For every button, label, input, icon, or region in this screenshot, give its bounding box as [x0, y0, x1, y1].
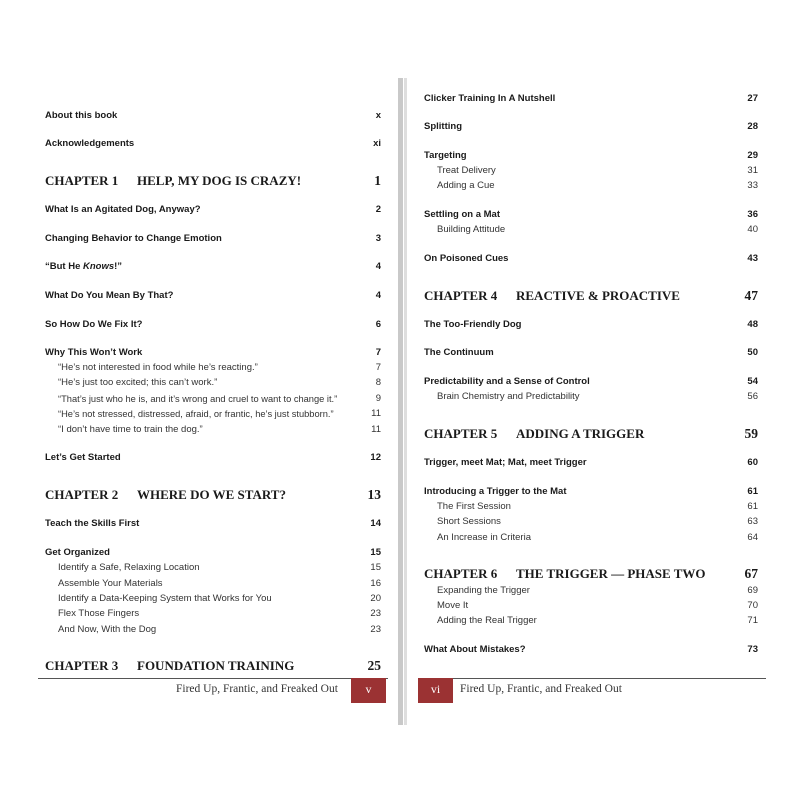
toc-entry-page: 7: [375, 347, 381, 358]
toc-subentry-page: 8: [375, 377, 381, 388]
chapter-title: ADDING A TRIGGER: [516, 426, 645, 441]
footer-book-title: Fired Up, Frantic, and Freaked Out: [460, 683, 622, 695]
chapter-label: CHAPTER 5: [424, 426, 498, 441]
toc-subentry-title: Short Sessions: [437, 516, 501, 527]
toc-subentry-page: 15: [370, 562, 381, 573]
toc-subentry-page: 56: [747, 391, 758, 402]
toc-entry-page: 61: [747, 486, 758, 497]
toc-entry-title: Why This Won’t Work: [45, 347, 143, 358]
toc-entry-title: Settling on a Mat: [424, 209, 500, 220]
toc-entry-title: Trigger, meet Mat; Mat, meet Trigger: [424, 457, 587, 468]
chapter-title: HELP, MY DOG IS CRAZY!: [137, 173, 302, 188]
toc-subentry-title: Flex Those Fingers: [58, 608, 140, 619]
toc-subentry-title: An Increase in Criteria: [437, 532, 531, 543]
toc-entry-title: On Poisoned Cues: [424, 253, 509, 264]
toc-subentry-page: 63: [747, 516, 758, 527]
toc-entry-title: Predictability and a Sense of Control: [424, 376, 590, 387]
toc-entry-title: Let’s Get Started: [45, 452, 121, 463]
title-part: “But He: [45, 261, 83, 272]
toc-entry-page: 60: [747, 457, 758, 468]
chapter-page: 1: [374, 173, 381, 188]
toc-entry-title: About this book: [45, 110, 118, 121]
toc-subentry-title: Assemble Your Materials: [58, 578, 163, 589]
toc-entry-page: 54: [747, 376, 758, 387]
toc-subentry-title: Brain Chemistry and Predictability: [437, 391, 580, 402]
toc-entry-page: 43: [747, 253, 758, 264]
toc-entry-page: 27: [747, 93, 758, 104]
chapter-page: 59: [744, 426, 758, 441]
toc-entry-title: Get Organized: [45, 547, 110, 558]
page-folio: v: [351, 678, 386, 703]
toc-entry-page: 36: [747, 209, 758, 220]
toc-subentry-title: Adding a Cue: [437, 180, 495, 191]
toc-entry-title: [45, 260, 122, 274]
toc-subentry-title: “He’s not stressed, distressed, afraid, or frantic, he’s just stubborn.”: [58, 409, 334, 419]
chapter-title: THE TRIGGER — PHASE TWO: [516, 566, 706, 581]
footer-book-title: Fired Up, Frantic, and Freaked Out: [176, 683, 338, 695]
chapter-page: 47: [744, 288, 758, 303]
toc-subentry-page: 33: [747, 180, 758, 191]
toc-entry-page: x: [375, 110, 381, 121]
toc-subentry-page: 7: [375, 362, 381, 373]
toc-entry-page: 4: [375, 290, 381, 301]
toc-entry-page: 28: [747, 121, 758, 132]
toc-entry-title: What Is an Agitated Dog, Anyway?: [45, 204, 201, 215]
toc-subentry-title: “He’s not interested in food while he’s reacting.”: [58, 362, 258, 373]
chapter-label: CHAPTER 3: [45, 658, 119, 673]
toc-subentry-title: Treat Delivery: [437, 165, 496, 176]
right-page: [400, 0, 800, 800]
title-emphasis: Knows: [83, 261, 115, 272]
toc-entry-title: So How Do We Fix It?: [45, 319, 143, 330]
toc-entry-page: 6: [375, 319, 381, 330]
toc-subentry-page: 20: [370, 593, 381, 604]
chapter-title: FOUNDATION TRAINING: [137, 658, 295, 673]
toc-subentry-page: 23: [370, 624, 381, 635]
title-part: !”: [114, 261, 123, 272]
toc-subentry-page: 69: [747, 585, 758, 596]
toc-entry-title: Targeting: [424, 150, 467, 161]
toc-entry-page: 73: [747, 644, 758, 655]
toc-subentry-page: 11: [371, 424, 381, 435]
toc-entry-title: Acknowledgements: [45, 138, 135, 149]
toc-entry-page: 50: [747, 347, 758, 358]
toc-entry-title: What Do You Mean By That?: [45, 290, 174, 301]
toc-subentry-title: Identify a Safe, Relaxing Location: [58, 562, 200, 573]
chapter-title: WHERE DO WE START?: [137, 487, 286, 502]
toc-entry-page: xi: [373, 138, 381, 149]
toc-subentry-page: 70: [747, 600, 758, 611]
toc-entry-title: Splitting: [424, 121, 462, 132]
toc-entry-title: Changing Behavior to Change Emotion: [45, 233, 222, 244]
toc-subentry-page: 61: [747, 501, 758, 512]
chapter-page: 67: [744, 566, 758, 581]
toc-entry-page: 12: [370, 452, 381, 463]
chapter-label: CHAPTER 1: [45, 173, 119, 188]
toc-subentry-title: Building Attitude: [437, 224, 506, 235]
toc-subentry-title: “He’s just too excited; this can’t work.”: [58, 377, 218, 388]
chapter-page: 13: [367, 487, 381, 502]
footer-rule: [418, 678, 766, 679]
footer-rule: [38, 678, 388, 679]
toc-entry-title: The Too-Friendly Dog: [424, 319, 522, 330]
toc-entry-page: 3: [375, 233, 381, 244]
page-folio: vi: [418, 678, 453, 703]
toc-entry-title: Teach the Skills First: [45, 518, 140, 529]
toc-subentry-title: “I don’t have time to train the dog.”: [58, 424, 203, 435]
toc-subentry-page: 71: [747, 615, 758, 626]
toc-subentry-page: 11: [371, 408, 381, 419]
chapter-title: REACTIVE & PROACTIVE: [516, 288, 680, 303]
toc-subentry-title: The First Session: [437, 501, 511, 512]
toc-subentry-page: 16: [370, 578, 381, 589]
toc-subentry-title: And Now, With the Dog: [58, 624, 157, 635]
toc-subentry-page: 23: [370, 608, 381, 619]
toc-entry-page: 15: [370, 547, 381, 558]
chapter-label: CHAPTER 6: [424, 566, 498, 581]
toc-subentry-title: Adding the Real Trigger: [437, 615, 537, 626]
toc-subentry-title: Identify a Data-Keeping System that Works for You: [58, 593, 272, 604]
chapter-label: CHAPTER 4: [424, 288, 498, 303]
toc-subentry-page: 40: [747, 224, 758, 235]
toc-entry-page: 4: [375, 261, 381, 272]
toc-entry-title: Introducing a Trigger to the Mat: [424, 486, 567, 497]
toc-subentry-title: “That’s just who he is, and it’s wrong and cruel to want to change it.”: [58, 394, 338, 404]
toc-entry-page: 48: [747, 319, 758, 330]
toc-subentry-page: 31: [747, 165, 758, 176]
toc-subentry-page: 9: [375, 393, 381, 404]
toc-entry-title: Clicker Training In A Nutshell: [424, 93, 556, 104]
toc-subentry-page: 64: [747, 532, 758, 543]
toc-subentry-title: Expanding the Trigger: [437, 585, 530, 596]
toc-entry-title: What About Mistakes?: [424, 644, 526, 655]
toc-entry-title: The Continuum: [424, 347, 494, 358]
chapter-page: 25: [367, 658, 381, 673]
toc-subentry-title: Move It: [437, 600, 469, 611]
toc-entry-page: 14: [370, 518, 381, 529]
chapter-label: CHAPTER 2: [45, 487, 119, 502]
toc-entry-page: 29: [747, 150, 758, 161]
toc-entry-page: 2: [375, 204, 381, 215]
